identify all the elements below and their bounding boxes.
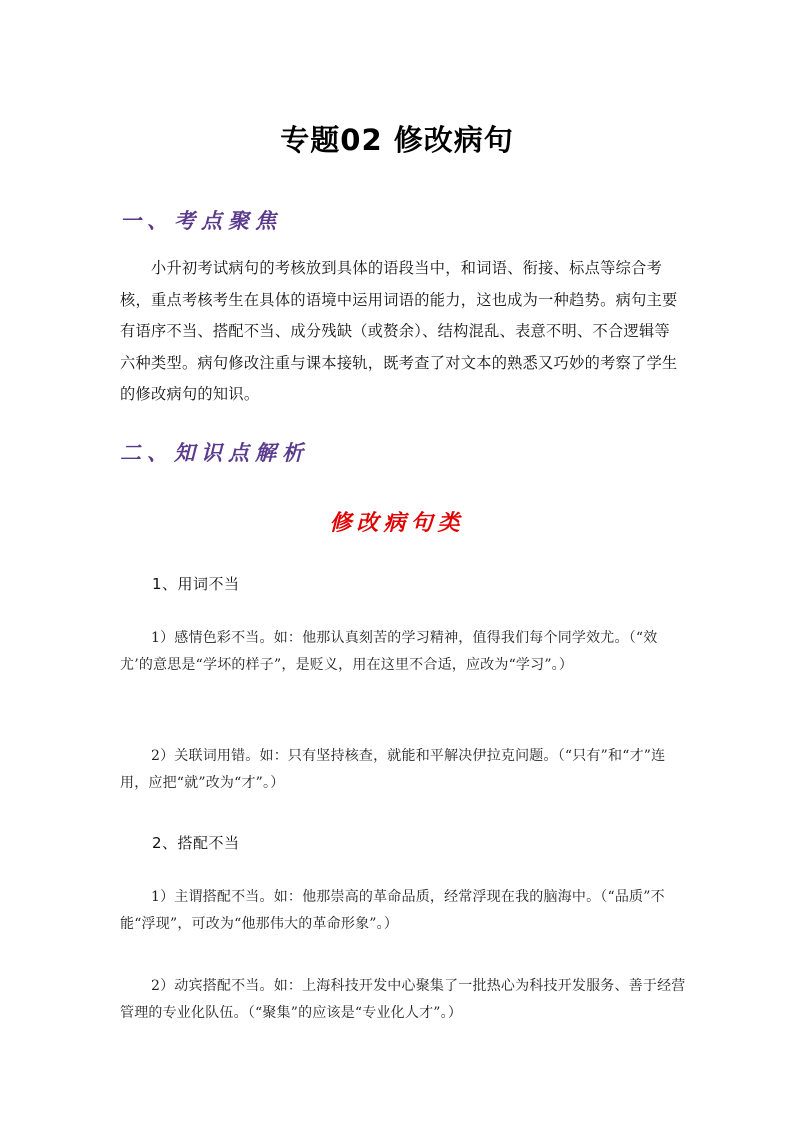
section-heading-knowledge-analysis: 二、知识点解析 [120,440,309,465]
category-item: 2）关联词用错。如：只有坚持核查，就能和平解决伊拉克问题。（“只有”和“才”连用，应把“就”改为“才”。） [120,748,666,791]
category-item: 1）主谓搭配不当。如：他那崇高的革命品质，经常浮现在我的脑海中。（“品质”不能“浮现”，可改为“他那伟大的革命形象”。） [120,889,665,932]
topic-heading: 修改病句类 [329,510,465,536]
document-title: 专题02 修改病句 [280,123,514,157]
category-heading-collocation: 2、搭配不当 [152,834,240,852]
intro-paragraph: 小升初考试病句的考核放到具体的语段当中，和词语、衔接、标点等综合考核，重点考核考生在具体的语境中运用词语的能力，这也成为一种趋势。病句主要有语序不当、搭配不当、成分残缺（或赘余）、结构混乱、表意不明、不合逻辑等六种类型。病句修改注重与课本接轨，既考查了对文本的熟悉又巧妙的考察了学生的修改病句的知识。 [120,259,678,403]
category-item: 2）动宾搭配不当。如：上海科技开发中心聚集了一批热心为科技开发服务、善于经营管理的专业化队伍。（“聚集”的应该是“专业化人才”。） [120,978,686,1021]
section-heading-exam-focus: 一、考点聚焦 [120,208,282,233]
category-item: 1）感情色彩不当。如：他那认真刻苦的学习精神，值得我们每个同学效尤。（“效尤’的意思是“学坏的样子”，是贬义，用在这里不合适，应改为“学习”。） [120,630,658,673]
category-heading-word-misuse: 1、用词不当 [152,575,240,593]
